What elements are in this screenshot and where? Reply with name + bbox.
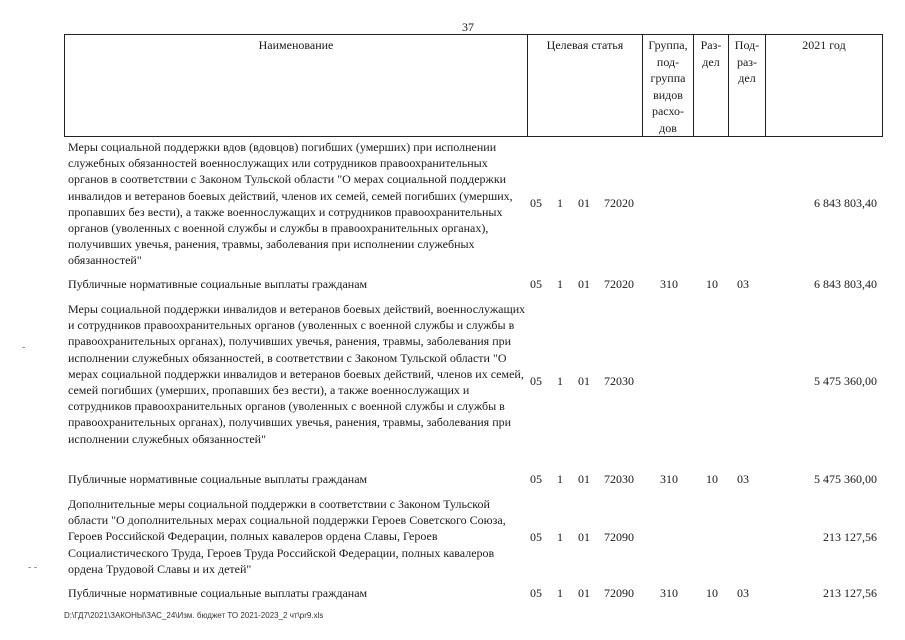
code-program: 05: [530, 586, 542, 600]
group-value: 310: [660, 586, 678, 600]
code-main-event: 01: [578, 472, 590, 486]
header-target: Целевая статья: [528, 35, 643, 137]
code-main-event: 01: [578, 196, 590, 210]
code-subprogram: 1: [557, 277, 563, 291]
amount-value: 6 843 803,40: [814, 196, 877, 210]
code-direction: 72020: [604, 196, 634, 210]
amount-value: 213 127,56: [823, 586, 877, 600]
amount-value: 213 127,56: [823, 530, 877, 544]
file-path-footer: D:\ГД7\2021\ЗАКОНЫ\ЗАС_24\Изм. бюджет ТО 2021-2023_2 чт\pr9.xls: [64, 611, 324, 620]
header-group: Группа, под- группа видов расхо- дов: [643, 35, 694, 137]
row-name: Меры социальной поддержки инвалидов и ветеранов боевых действий, военнослужащих и сотрудников правоохранительных органов (уволенных с военной службы и службы в правоохранительных органах), получивших увечья, ранения, травмы, заболевания при исполнении служебных обязанностей, в соответствии с Законом Тульской области "О мерах социальной поддержки инвалидов и ветеранов боевых действий, членов их семей, семей погибших (умерших, пропавших без вести), а также военнослужащих и сотрудников правоохранительных органов (уволенных с военной службы и службы в правоохранительных органах), получивших увечья, ранения, травмы, заболевания при исполнении служебных обязанностей": [68, 302, 526, 446]
header-section: Раз- дел: [694, 35, 729, 137]
code-direction: 72090: [604, 586, 634, 600]
row-name: Дополнительные меры социальной поддержки в соответствии с Законом Тульской области "О дополнительных мерах социальной поддержки Героев Советского Союза, Героев Российской Федерации, полных кавалеров ордена Славы, Героев Социалистического Труда, Героев Труда Российской Федерации, полных кавалеров ордена Трудовой Славы и их детей": [68, 497, 506, 576]
subsection-value: 03: [737, 277, 749, 291]
code-direction: 72090: [604, 530, 634, 544]
code-program: 05: [530, 196, 542, 210]
code-subprogram: 1: [557, 374, 563, 388]
code-program: 05: [530, 530, 542, 544]
row-name: Публичные нормативные социальные выплаты гражданам: [68, 472, 368, 486]
code-main-event: 01: [578, 374, 590, 388]
amount-value: 5 475 360,00: [814, 472, 877, 486]
code-program: 05: [530, 277, 542, 291]
code-direction: 72020: [604, 277, 634, 291]
code-direction: 72030: [604, 374, 634, 388]
code-subprogram: 1: [557, 586, 563, 600]
row-name: Меры социальной поддержки вдов (вдовцов) погибших (умерших) при исполнении служебных обязанностей военнослужащих или сотрудников правоохранительных органов в соответствии с Законом Тульской области "О мерах социальной поддержки инвалидов и ветеранов боевых действий, членов их семей, семей погибших (умерших, пропавших без вести), а также военнослужащих и сотрудников правоохранительных органов (уволенных с военной службы и службы в правоохранительных органах), получивших увечья, ранения, травмы, заболевания при исполнении служебных обязанностей": [68, 140, 513, 268]
subsection-value: 03: [737, 586, 749, 600]
code-subprogram: 1: [557, 196, 563, 210]
code-program: 05: [530, 472, 542, 486]
group-value: 310: [660, 277, 678, 291]
header-name: Наименование: [65, 35, 528, 137]
code-subprogram: 1: [557, 530, 563, 544]
section-value: 10: [706, 472, 718, 486]
code-program: 05: [530, 374, 542, 388]
table-header: [64, 34, 883, 137]
page-number: 37: [462, 20, 474, 34]
amount-value: 5 475 360,00: [814, 374, 877, 388]
header-year: 2021 год: [766, 35, 883, 137]
code-direction: 72030: [604, 472, 634, 486]
code-main-event: 01: [578, 530, 590, 544]
header-subsection: Под- раз- дел: [729, 35, 766, 137]
code-main-event: 01: [578, 277, 590, 291]
row-name: Публичные нормативные социальные выплаты гражданам: [68, 586, 368, 600]
code-subprogram: 1: [557, 472, 563, 486]
scan-mark: - -: [28, 562, 38, 573]
section-value: 10: [706, 586, 718, 600]
code-main-event: 01: [578, 586, 590, 600]
group-value: 310: [660, 472, 678, 486]
scan-mark: -: [22, 342, 26, 353]
amount-value: 6 843 803,40: [814, 277, 877, 291]
section-value: 10: [706, 277, 718, 291]
row-name: Публичные нормативные социальные выплаты гражданам: [68, 277, 368, 291]
subsection-value: 03: [737, 472, 749, 486]
